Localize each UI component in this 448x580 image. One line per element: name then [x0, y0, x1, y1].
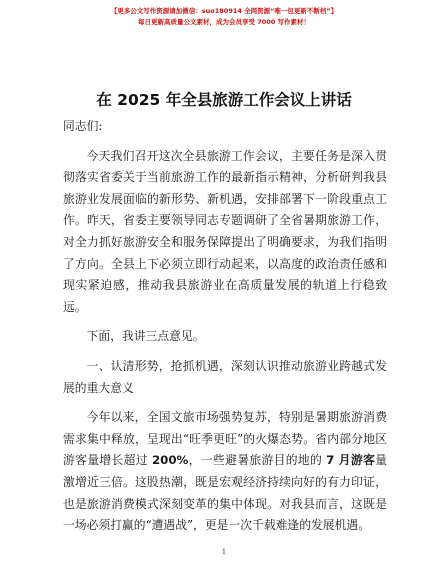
paragraph-text-part: 今年以来，全国文旅市场强势复苏，特别是暑期旅游消费需求集中释放，呈现出“旺季更旺”的火爆态势。省内部分地区游客量增长超过 [63, 410, 387, 468]
promo-banner-line-1: 【更多公文写作资源请加微信：suo180914 全网资源“唯一包更新不断档”】 [110, 7, 338, 15]
paragraph-text-part: 量激增近三倍。这股热潮，既是宏观经济持续向好的有力印证，也是旅游消费模式深刻变革的集中体现。对我县而言，这既是一场必须打赢的“遭遇战”，更是一次千载难逢的发展机遇。 [63, 453, 387, 533]
document-title: 在 2025 年全县旅游工作会议上讲话 [96, 91, 352, 109]
emphasis-july-visitors: 7 月游客 [326, 453, 376, 468]
paragraph-transition: 下面，我讲三点意见。 [86, 329, 205, 344]
paragraph-text-part: ，一些避暑旅游目的地的 [188, 453, 327, 468]
section-heading-1: 一、认清形势，抢抓机遇，深刻认识推动旅游业跨越式发展的重大意义 [63, 358, 387, 395]
promo-banner [0, 6, 448, 28]
promo-banner-line-2: 每日更新高质量公文素材，成为会员享受 7000 写作素材！ [137, 18, 311, 26]
page-number: 1 [221, 548, 227, 556]
paragraph-intro: 今天我们召开这次全县旅游工作会议，主要任务是深入贯彻落实省委关于当前旅游工作的最新指示精神，分析研判我县旅游业发展面临的新形势、新机遇，安排部署下一阶段重点工作。昨天，省委主要领导同志专题调研了全省暑期旅游工作，对全力抓好旅游安全和服务保障提出了明确要求，为我们指明了方向。全县上下必须立即行动起来，以高度的政治责任感和现实紧迫感，推动我县旅游业在高质量发展的轨道上行稳致远。 [63, 148, 387, 314]
document-body [63, 116, 387, 537]
salutation: 同志们: [63, 119, 103, 133]
paragraph-situation [63, 407, 387, 537]
emphasis-growth-figure: 200% [151, 453, 189, 468]
